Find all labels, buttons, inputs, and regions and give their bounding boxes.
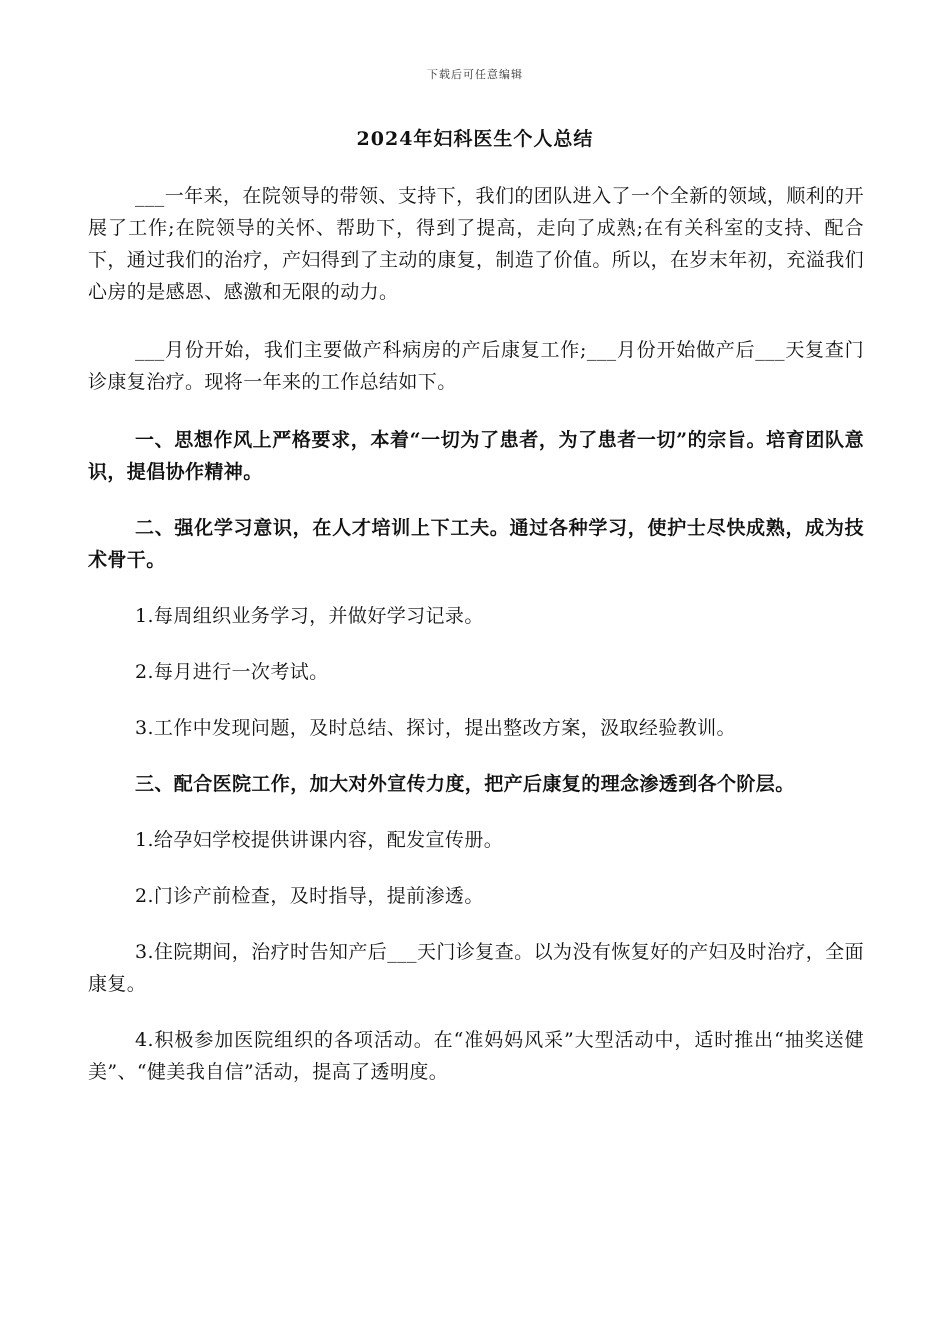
- section-heading-3: 三、配合医院工作，加大对外宣传力度，把产后康复的理念渗透到各个阶层。: [135, 773, 795, 795]
- header-note: 下载后可任意编辑: [427, 68, 523, 81]
- document-body: [88, 180, 864, 1088]
- schedule-paragraph: ___月份开始，我们主要做产科病房的产后康复工作;___月份开始做产后___天复查门诊康复治疗。现将一年来的工作总结如下。: [88, 339, 864, 393]
- section-heading-1: 一、思想作风上严格要求，本着“一切为了患者，为了患者一切”的宗旨。培育团队意识，提倡协作精神。: [88, 429, 864, 483]
- list-item: 3.工作中发现问题，及时总结、探讨，提出整改方案，汲取经验教训。: [135, 717, 736, 739]
- list-item: 2.门诊产前检查，及时指导，提前渗透。: [135, 885, 484, 907]
- list-item: 1.每周组织业务学习，并做好学习记录。: [135, 605, 484, 627]
- list-item: 2.每月进行一次考试。: [135, 661, 329, 683]
- document-title: 2024年妇科医生个人总结: [356, 128, 594, 150]
- list-item: 3.住院期间，治疗时告知产后___天门诊复查。以为没有恢复好的产妇及时治疗，全面康复。: [88, 941, 864, 995]
- intro-paragraph: ___一年来，在院领导的带领、支持下，我们的团队进入了一个全新的领域，顺利的开展了工作;在院领导的关怀、帮助下，得到了提高，走向了成熟;在有关科室的支持、配合下，通过我们的治疗，产妇得到了主动的康复，制造了价值。所以，在岁末年初，充溢我们心房的是感恩、感激和无限的动力。: [88, 185, 865, 303]
- section-heading-2: 二、强化学习意识，在人才培训上下工夫。通过各种学习，使护士尽快成熟，成为技术骨干。: [88, 517, 864, 571]
- list-item: 4.积极参加医院组织的各项活动。在“准妈妈风采”大型活动中，适时推出“抽奖送健美”、“健美我自信”活动，提高了透明度。: [88, 1029, 864, 1083]
- list-item: 1.给孕妇学校提供讲课内容，配发宣传册。: [135, 829, 504, 851]
